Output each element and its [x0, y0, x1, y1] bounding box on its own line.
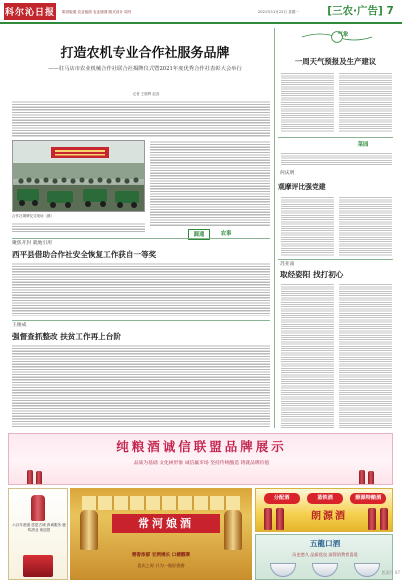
- weather-body-right: [339, 72, 392, 132]
- langyuan-liquor-ad[interactable]: [255, 488, 393, 532]
- bottle-icon: [368, 471, 374, 485]
- weather-divider: [278, 137, 393, 138]
- column-divider: [274, 28, 275, 428]
- shopping-body-right: [339, 196, 392, 256]
- article2-title: 西平县借助合作社安全恢复工作获自一等奖: [12, 250, 157, 259]
- left-ad-text: 六百年酒道 悠悠古城 真诚服务 鹿鸣酒业 欢迎您: [12, 523, 66, 532]
- lead-subhead: ——驻马店市农业机械合作社联合社揭牌仪式暨2021年度优秀合作社表彰大会举行: [48, 66, 242, 72]
- article4-body-left: [281, 283, 334, 428]
- lead-body-text-bottom: [12, 222, 145, 232]
- vegetable-tag: 菜园: [357, 142, 369, 148]
- section-title: [三农·广告] 7: [327, 5, 394, 17]
- article4-title: 取经姿阳 找打初心: [280, 270, 344, 279]
- ceremony-photo-illustration: [13, 141, 145, 212]
- ad2-top-bar: [82, 496, 240, 510]
- sowing-tag: 农事: [220, 231, 232, 237]
- article4-column: 苏亚南: [280, 262, 295, 267]
- issue-date: 2021年11月22日 星期一: [258, 10, 299, 14]
- ad3-pill: 醇源特酿酒: [350, 493, 386, 504]
- bowl-icon: [270, 563, 296, 577]
- article3-title: 强督查抓整改 扶贫工作再上台阶: [12, 332, 121, 341]
- article2-column: 聚焦开封 就地引用: [12, 241, 52, 246]
- market-tag: 圆通: [188, 229, 210, 240]
- bottle-icon: [36, 471, 42, 485]
- ad3-brand: 朗源酒: [311, 511, 347, 522]
- ad4-subtitle: 历史悠久 品质优良 深得消费者喜爱: [292, 552, 358, 557]
- changhe-liquor-ad[interactable]: [70, 488, 252, 580]
- photo-caption: 合作社揭牌仪式现场（摄）: [12, 214, 54, 218]
- ad3-pill: 分配酒: [264, 493, 300, 504]
- bowl-icon: [312, 563, 338, 577]
- ad2-subtitle: 窖香浓郁 甘洌绵长 口感醇厚: [131, 553, 191, 558]
- ad2-bottle-icon: [224, 510, 242, 550]
- bottle-icon: [368, 508, 376, 530]
- article2-divider: [12, 238, 270, 239]
- ad2-brand: 常河娘酒: [112, 514, 220, 533]
- ad4-title: 五龍口酒: [309, 539, 341, 548]
- bottle-icon: [264, 508, 272, 530]
- liquor-alliance-banner[interactable]: [8, 433, 393, 485]
- bottle-icon: [359, 470, 365, 485]
- article4-body-right: [339, 283, 392, 428]
- article3-divider: [12, 320, 270, 321]
- article3-column: 王俊成: [12, 323, 27, 328]
- banner-subtitle: 品质为基础 文化树形象 诚信赢市场 坚持传统酿造 铸就品牌价值: [133, 461, 270, 466]
- bottle-icon: [27, 470, 33, 485]
- weather-title: 一周天气预报及生产建议: [294, 57, 377, 66]
- left-liquor-ad[interactable]: [8, 488, 68, 580]
- banner-title: 纯粮酒诚信联盟品牌展示: [116, 439, 287, 454]
- right-divider: [278, 259, 393, 260]
- bottle-icon: [380, 508, 388, 530]
- weather-body-left: [281, 72, 334, 132]
- article2-body: [12, 262, 270, 316]
- masthead-note: 陈旧板面 农业板面 农业版面 版式设计 周刊: [62, 10, 132, 14]
- lead-headline: 打造农机专业合作社服务品牌: [60, 46, 230, 61]
- shopping-title: 观摩评比强党建: [278, 183, 326, 191]
- weather-label: 气象: [337, 32, 349, 38]
- ad2-bottle-icon: [80, 510, 98, 550]
- left-ad-bottle-icon: [31, 495, 45, 521]
- lead-body-text-right: [150, 140, 270, 226]
- shopping-body-left: [281, 196, 334, 256]
- bottle-icon: [276, 508, 284, 530]
- ad3-pill-row: [260, 493, 390, 505]
- vegetable-body: [281, 152, 392, 166]
- lead-body-text: [12, 100, 270, 137]
- left-ad-box-icon: [23, 555, 53, 577]
- newspaper-logo: 科尔沁日报: [4, 3, 56, 20]
- lead-byline: 记者 王继辉 赵蕊: [132, 92, 160, 96]
- ceremony-photo: [12, 140, 145, 212]
- article3-body: [12, 344, 270, 428]
- ad3-pill: 蓝铁酒: [307, 493, 343, 504]
- page-number: 版面号 07: [381, 570, 400, 575]
- ad2-subtitle-2: 喜庆之时 只为一瓶好酒香: [137, 563, 185, 568]
- shopping-column: 何庆明: [280, 171, 295, 176]
